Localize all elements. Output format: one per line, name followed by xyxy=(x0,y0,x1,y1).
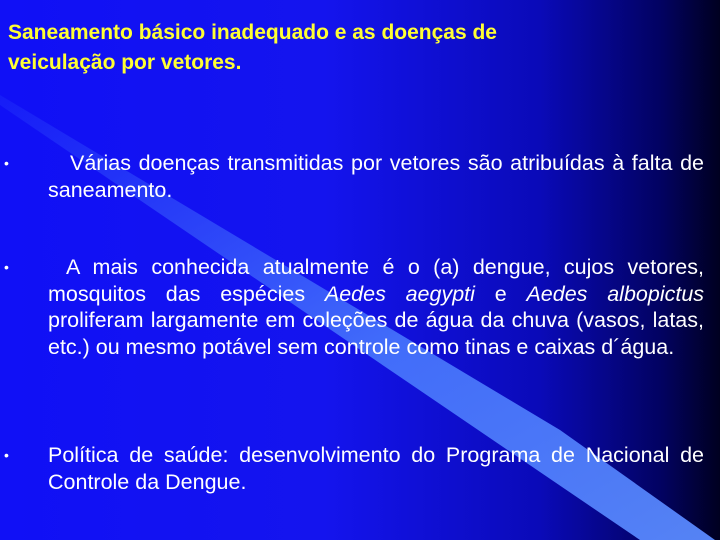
bullet-item-2-text-3: proliferam largamente em coleções de água da chuva (vasos, latas, etc.) ou mesmo potável sem controle como tinas e caixas d´água. xyxy=(48,308,704,359)
bullet-marker: • xyxy=(4,259,9,275)
slide-title-line-2: veiculação por vetores. xyxy=(8,51,242,74)
bullet-marker: • xyxy=(4,155,9,171)
species-name-albopictus: Aedes albopictus xyxy=(526,281,705,306)
bullet-item-2-text-1: A mais conhecida atualmente é o (a) dengue, cujos vetores, mosquitos das espécies xyxy=(48,255,704,306)
slide-title-line-1: Saneamento básico inadequado e as doenças de xyxy=(8,21,497,44)
bullet-item-1: Várias doenças transmitidas por vetores são atribuídas à falta de saneamento. xyxy=(48,151,704,202)
bullet-item-2-text-2: e xyxy=(474,281,527,306)
species-name-aegypti: Aedes aegypti xyxy=(324,281,475,306)
bullet-item-2 xyxy=(48,254,704,360)
bullet-item-3: Política de saúde: desenvolvimento do Programa de Nacional de Controle da Dengue. xyxy=(48,443,704,494)
bullet-marker: • xyxy=(4,447,9,463)
